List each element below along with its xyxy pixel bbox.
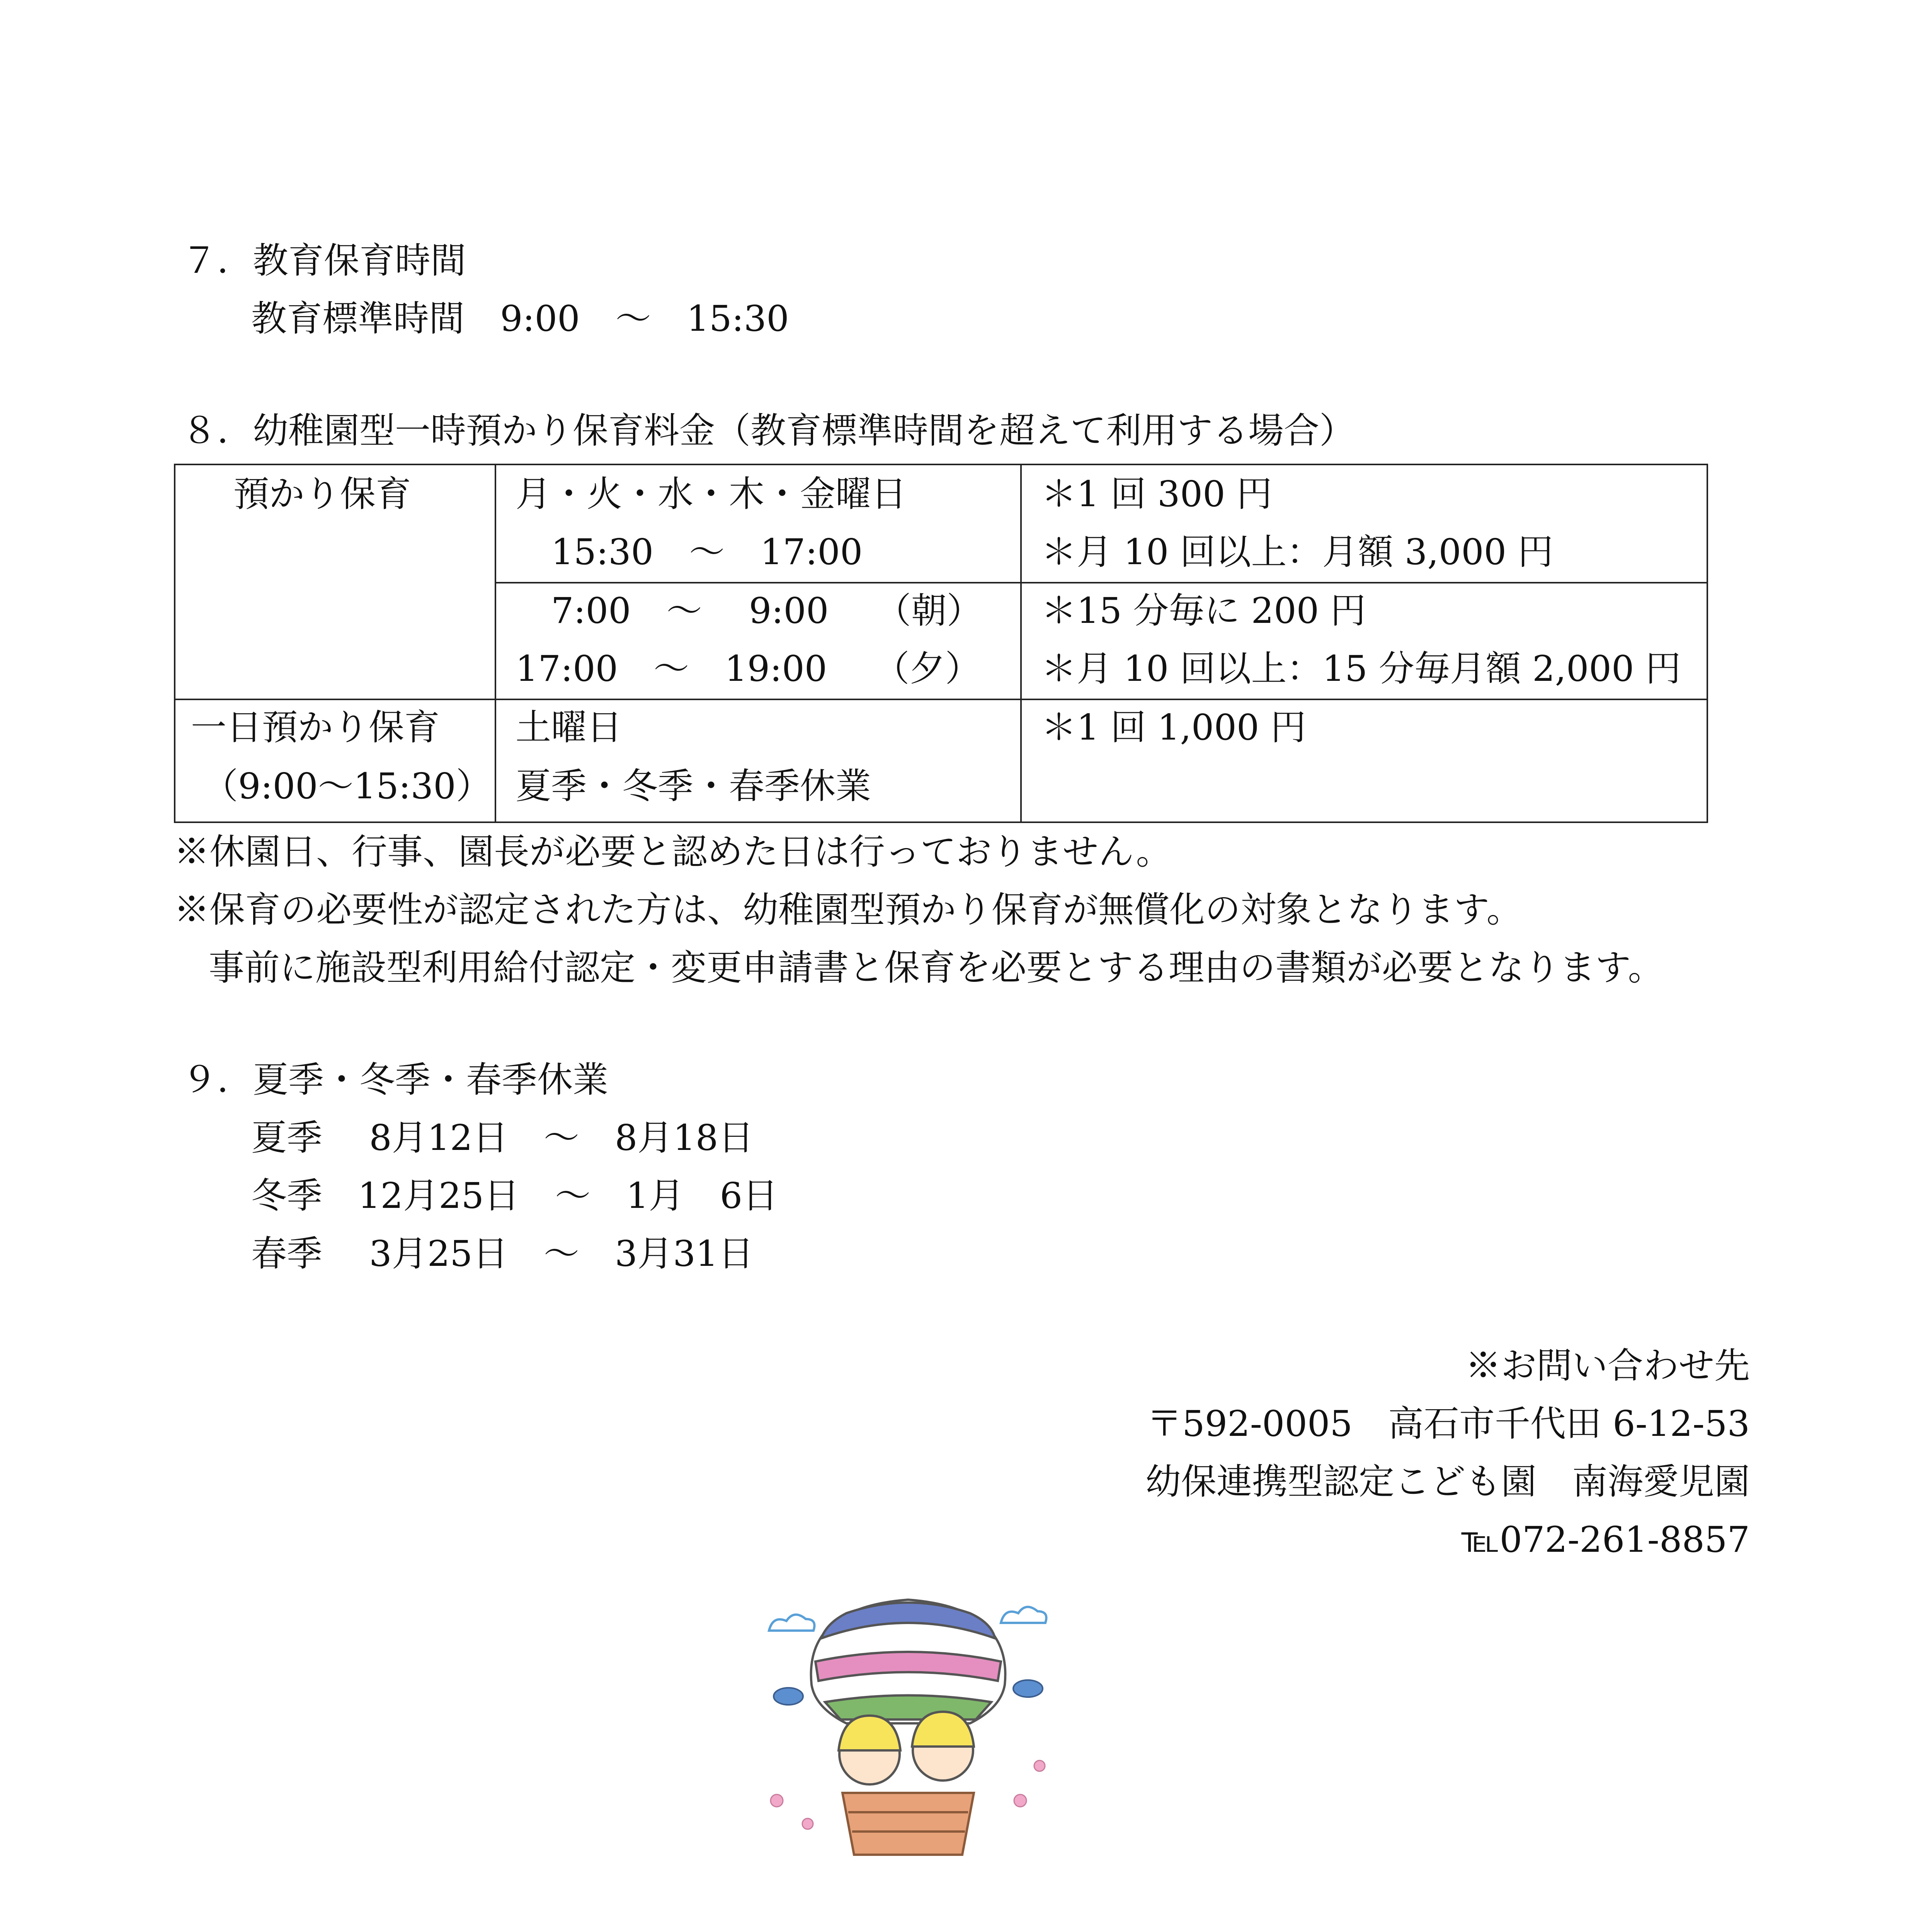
contact-address: 〒592-0005 高石市千代田 6-12-53 [1147,1403,1750,1444]
cell-fee-once: ＊1 回 300 円 [1041,473,1272,515]
cell-fee-monthly: ＊月 10 回以上：月額 3,000 円 [1041,531,1554,573]
contact-tel: ℡072-261-8857 [1461,1519,1750,1560]
contact-name: 幼保連携型認定こども園 南海愛児園 [1145,1461,1750,1502]
cell-holidays: 夏季・冬季・春季休業 [516,765,871,807]
fee-table [174,464,1708,823]
cell-morning-time: 7:00 ～ 9:00 （朝） [516,590,982,631]
section-7-title: ７．教育保育時間 [182,240,466,281]
holiday-spring: 春季 3月25日 ～ 3月31日 [251,1233,754,1274]
contact-heading: ※お問い合わせ先 [1465,1345,1750,1386]
cell-weekdays: 月・火・水・木・金曜日 [516,473,907,515]
cell-fee-15min: ＊15 分毎に 200 円 [1041,590,1366,631]
cell-fee-15min-monthly: ＊月 10 回以上：15 分毎月額 2,000 円 [1041,648,1681,689]
cell-saturday: 土曜日 [516,707,623,748]
note-1: ※休園日、行事、園長が必要と認めた日は行っておりません。 [174,831,1172,872]
note-2: ※保育の必要性が認定された方は、幼稚園型預かり保育が無償化の対象となります。 [174,889,1522,930]
cell-azukari-hoiku: 預かり保育 [233,473,412,515]
cell-evening-time: 17:00 ～ 19:00 （夕） [516,648,981,689]
table-vline-1 [495,465,496,821]
holiday-summer: 夏季 8月12日 ～ 8月18日 [251,1117,754,1158]
cell-ichinichi: 一日預かり保育 [191,707,440,748]
cell-ichinichi-time: （9:00～15:30） [202,765,492,807]
section-7-line: 教育標準時間 9:00 ～ 15:30 [251,298,789,339]
note-3: 事前に施設型利用給付認定・変更申請書と保育を必要とする理由の書類が必要となります。 [209,947,1664,988]
balloon-illustration-icon [754,1584,1063,1862]
section-8-title: ８．幼稚園型一時預かり保育料金（教育標準時間を超えて利用する場合） [182,410,1355,451]
section-9-title: ９．夏季・冬季・春季休業 [182,1059,609,1100]
cell-fee-day: ＊1 回 1,000 円 [1041,707,1306,748]
table-vline-2 [1020,465,1022,821]
holiday-winter: 冬季 12月25日 ～ 1月 6日 [251,1175,778,1216]
cell-weekday-time: 15:30 ～ 17:00 [516,531,863,573]
